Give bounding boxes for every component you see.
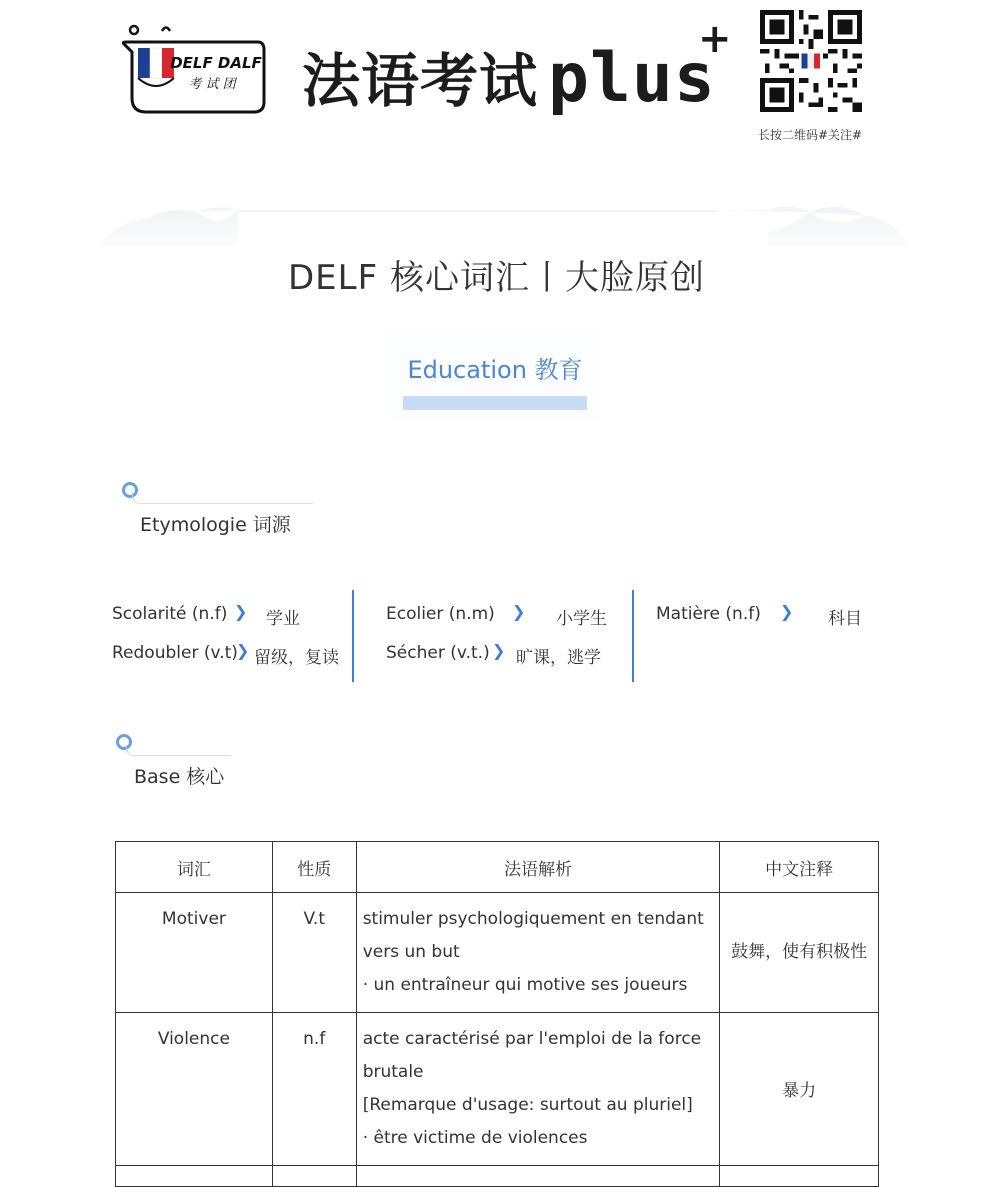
definition-line: acte caractérisé par l'emploi de la force brutale bbox=[362, 1029, 702, 1082]
column-divider bbox=[352, 590, 354, 682]
chinese-cell: 暴力 bbox=[720, 1013, 879, 1166]
qr-code-icon[interactable] bbox=[760, 10, 862, 112]
column-header: 性质 bbox=[272, 842, 356, 893]
heading-connector bbox=[126, 745, 231, 756]
etymology-term: Ecolier (n.m) bbox=[386, 604, 495, 624]
etymology-term: Sécher (v.t.) bbox=[386, 643, 490, 663]
etymology-column-2 bbox=[386, 596, 626, 686]
word-cell: Violence bbox=[116, 1013, 273, 1166]
brand-title bbox=[302, 39, 716, 118]
etymology-meaning: 留级，复读 bbox=[254, 648, 339, 668]
qr-caption: 长按二维码#关注# bbox=[757, 128, 863, 142]
plus-sign-icon: + bbox=[698, 16, 732, 62]
definition-line: stimuler psychologiquement en tendant vers un but bbox=[362, 909, 704, 962]
column-divider bbox=[632, 590, 634, 682]
etymology-heading-label: Etymologie 词源 bbox=[140, 514, 291, 536]
etymology-term: Matière (n.f) bbox=[656, 604, 761, 624]
etymology-meaning: 小学生 bbox=[556, 609, 607, 629]
etymology-meaning: 学业 bbox=[266, 609, 300, 629]
chevron-right-icon: ❯ bbox=[512, 602, 526, 621]
etymology-term: Redoubler (v.t) bbox=[112, 643, 238, 663]
type-cell: n.f bbox=[272, 1013, 356, 1166]
delf-dalf-logo bbox=[116, 22, 268, 122]
definition-note: [Remarque d'usage: surtout au pluriel] bbox=[362, 1095, 693, 1115]
column-header: 词汇 bbox=[116, 842, 273, 893]
section-title-box bbox=[390, 330, 600, 420]
chevron-right-icon: ❯ bbox=[780, 602, 794, 621]
etymology-meaning: 旷课，逃学 bbox=[516, 648, 601, 668]
table-header-row bbox=[116, 842, 879, 893]
brand-text: 法语考试 bbox=[302, 47, 539, 115]
empty-cell bbox=[720, 1166, 879, 1187]
table-row bbox=[116, 1013, 879, 1166]
definition-cell bbox=[356, 893, 720, 1013]
header-banner bbox=[0, 0, 993, 160]
empty-cell bbox=[116, 1166, 273, 1187]
definition-example: · un entraîneur qui motive ses joueurs bbox=[362, 975, 688, 995]
heading-connector bbox=[132, 493, 313, 504]
main-title: DELF 核心词汇丨大脸原创 bbox=[288, 258, 705, 298]
column-header: 中文注释 bbox=[720, 842, 879, 893]
definition-cell bbox=[356, 1013, 720, 1166]
brand-plus-word: plus bbox=[548, 39, 716, 118]
etymology-column-3 bbox=[656, 596, 886, 686]
svg-text:DELF DALF: DELF DALF bbox=[170, 54, 262, 72]
etymology-meaning: 科目 bbox=[828, 609, 862, 629]
svg-text:考 试 团: 考 试 团 bbox=[188, 77, 236, 92]
definition-example: · être victime de violences bbox=[362, 1128, 588, 1148]
section-title: Education 教育 bbox=[407, 356, 583, 384]
table-row bbox=[116, 1166, 879, 1187]
word-cell: Motiver bbox=[116, 893, 273, 1013]
chevron-right-icon: ❯ bbox=[236, 641, 250, 660]
empty-cell bbox=[356, 1166, 720, 1187]
empty-cell bbox=[272, 1166, 356, 1187]
etymology-column-1 bbox=[112, 596, 352, 686]
chevron-right-icon: ❯ bbox=[492, 641, 506, 660]
column-header: 法语解析 bbox=[356, 842, 720, 893]
etymology-term: Scolarité (n.f) bbox=[112, 604, 228, 624]
section-underline bbox=[403, 396, 587, 410]
chevron-right-icon: ❯ bbox=[234, 602, 248, 621]
vocabulary-table bbox=[115, 841, 879, 1187]
table-row bbox=[116, 893, 879, 1013]
type-cell: V.t bbox=[272, 893, 356, 1013]
base-heading-label: Base 核心 bbox=[134, 766, 225, 788]
chinese-cell: 鼓舞，使有积极性 bbox=[720, 893, 879, 1013]
